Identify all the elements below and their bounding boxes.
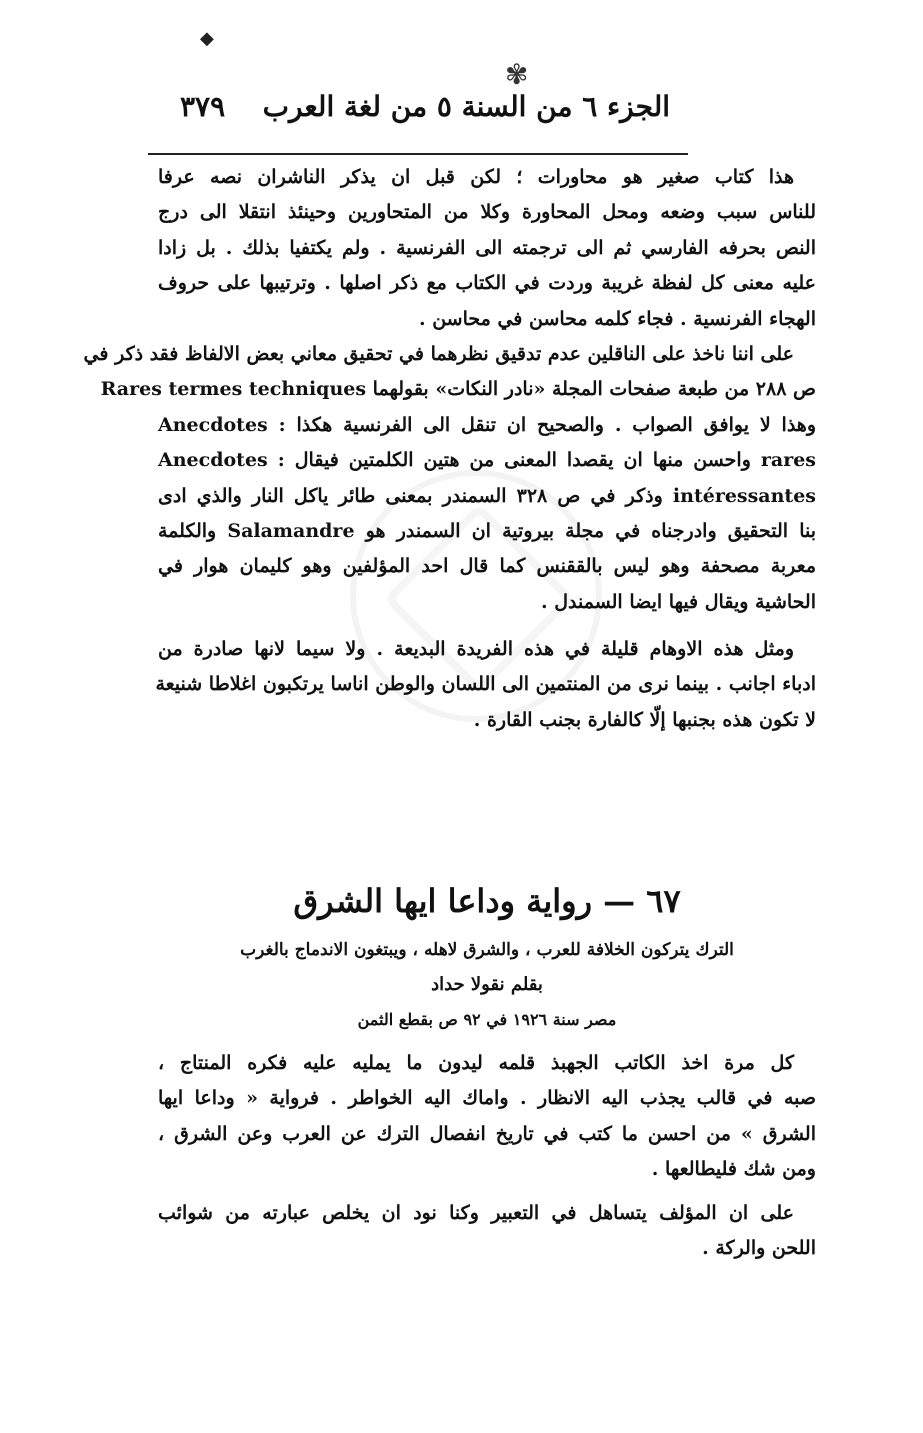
text-line: intéressantes وذكر في ص ٣٢٨ السمندر بمعنى طائر ياكل النار والذي ادى xyxy=(158,484,816,507)
section-author: بقلم نقولا حداد xyxy=(431,974,543,995)
section-imprint: مصر سنة ١٩٢٦ في ٩٢ ص بقطع الثمن xyxy=(357,1010,617,1029)
review-text-1 xyxy=(83,160,817,738)
text-line: ومن شك فليطالعها . xyxy=(651,1158,816,1181)
page-number: ٣٧٩ xyxy=(180,89,226,123)
running-header xyxy=(180,84,670,128)
running-title: الجزء ٦ من السنة ٥ من لغة العرب xyxy=(262,89,670,123)
text-line: للناس سبب وضعه ومحل المحاورة وكلا من المتحاورين وحينئذ انتقلا الى درج xyxy=(158,201,816,224)
text-line: ص ٢٨٨ من طبعة صفحات المجلة «نادر النكات» بقولهما Rares termes techniques xyxy=(100,378,816,401)
section-subtitle: الترك يتركون الخلافة للعرب ، والشرق لاهله ، ويبتغون الاندماج بالغرب xyxy=(240,940,734,960)
text-line: صبه في قالب يجذب اليه الانظار . واماك اليه الخواطر . فرواية « وداعا ايها xyxy=(158,1087,816,1110)
text-line: على ان المؤلف يتساهل في التعبير وكنا نود ان يخلص عبارته من شوائب xyxy=(158,1201,794,1224)
text-line: الحاشية ويقال فيها ايضا السمندل . xyxy=(540,590,816,613)
text-line: بنا التحقيق وادرجناه في مجلة بيروتية ان السمندر هو Salamandre والكلمة xyxy=(158,519,817,542)
header-ornament: ✾ xyxy=(505,58,529,91)
text-line: لا تكون هذه بجنبها إلّا كالفارة بجنب القارة . xyxy=(473,708,816,731)
text-line: الشرق » من احسن ما كتب في تاريخ انفصال الترك عن العرب وعن الشرق ، xyxy=(158,1122,816,1145)
review-text-2 xyxy=(158,1046,816,1266)
header-rule xyxy=(148,153,688,155)
text-line: النص بحرفه الفارسي ثم الى ترجمته الى الفرنسية . ولم يكتفيا بذلك . بل زادا xyxy=(158,236,816,259)
text-line: ادباء اجانب . بينما نرى من المنتمين الى اللسان والوطن اناسا يرتكبون اغلاطا شنيعة xyxy=(155,673,816,696)
text-line: وهذا لا يوافق الصواب . والصحيح ان تنقل الى الفرنسية هكذا : Anecdotes xyxy=(158,413,816,436)
text-line: معربة مصحفة وهو ليس بالققنس كما قال احد المؤلفين وهو كليمان هوار في xyxy=(158,555,816,578)
section-title: ٦٧ — رواية وداعا ايها الشرق xyxy=(293,882,681,920)
text-line: اللحن والركة . xyxy=(702,1236,816,1259)
scan-speck: ◆ xyxy=(200,28,214,49)
text-line: عليه معنى كل لفظة غريبة وردت في الكتاب مع ذكر اصلها . وترتيبها على حروف xyxy=(158,272,816,295)
text-line: كل مرة اخذ الكاتب الجهبذ قلمه ليدون ما يمليه عليه فكره المنتاج ، xyxy=(158,1052,794,1074)
text-line: على اننا ناخذ على الناقلين عدم تدقيق نظرهما في تحقيق معاني بعض الالفاظ فقد ذكر في xyxy=(83,342,794,365)
text-line: الهجاء الفرنسية . فجاء كلمه محاسن في محاسن . xyxy=(418,307,816,330)
text-line: rares واحسن منها ان يقصدا المعنى من هتين الكلمتين فيقال : Anecdotes xyxy=(158,449,816,472)
text-line: هذا كتاب صغير هو محاورات ؛ لكن قبل ان يذكر الناشران نصه عرفا xyxy=(158,166,794,188)
text-line: ومثل هذه الاوهام قليلة في هذه الفريدة البديعة . ولا سيما لانها صادرة من xyxy=(158,638,794,661)
